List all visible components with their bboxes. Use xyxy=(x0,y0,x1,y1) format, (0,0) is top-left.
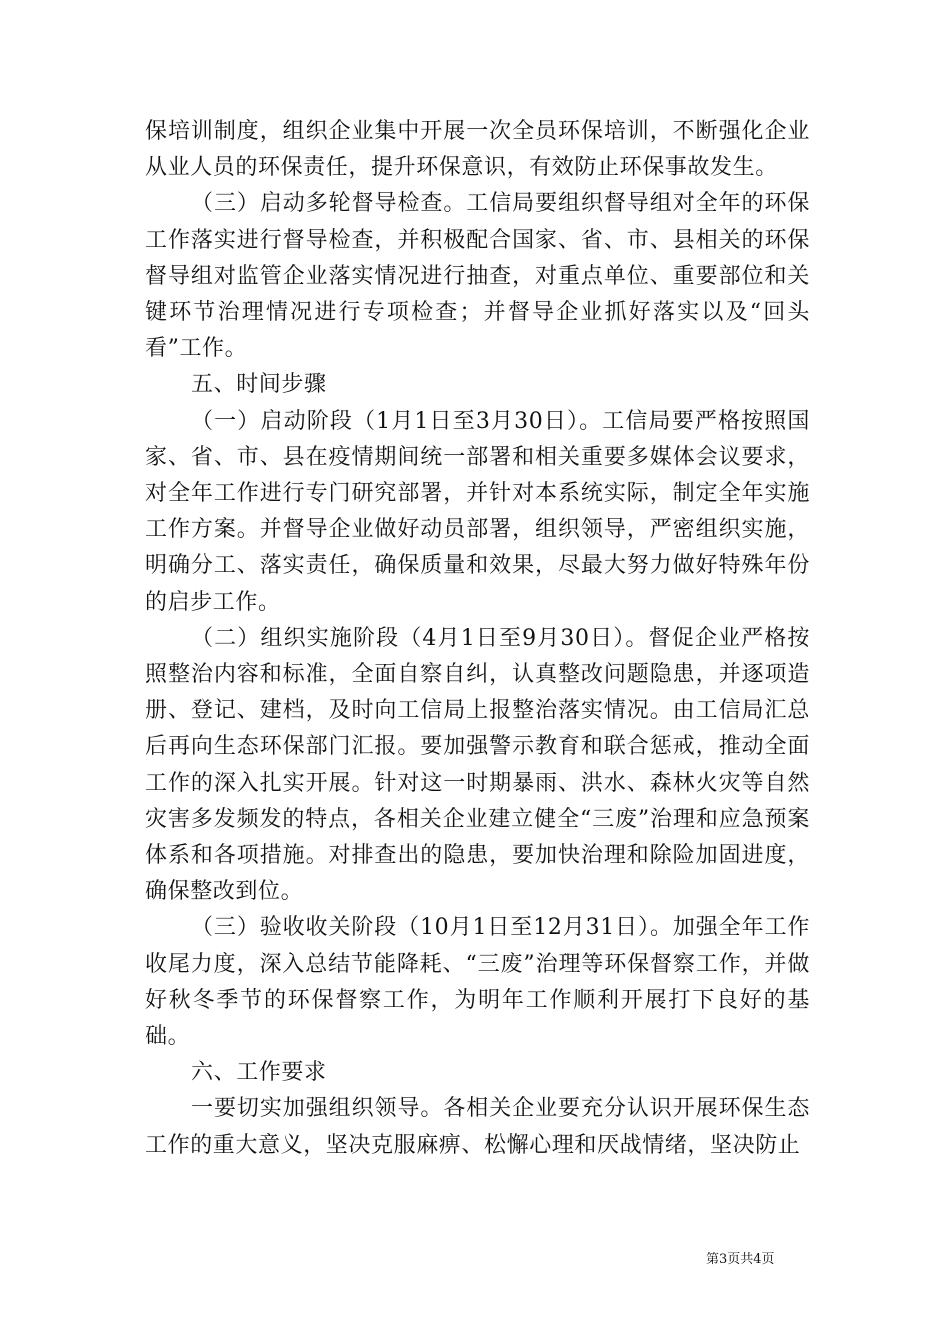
paragraph-training: 保培训制度，组织企业集中开展一次全员环保培训，不断强化企业从业人员的环保责任，提升环保意识，有效防止环保事故发生。 xyxy=(145,119,810,181)
section-heading-requirements: 六、工作要求 xyxy=(191,1060,327,1086)
page-number-footer: 第3页共4页 xyxy=(706,1252,775,1267)
section-heading-schedule: 五、时间步骤 xyxy=(191,372,327,398)
paragraph-supervision-inspection: （三）启动多轮督导检查。工信局要组织督导组对全年的环保工作落实进行督导检查，并积极配合国家、省、市、县相关的环保督导组对监管企业落实情况进行抽查，对重点单位、重要部位和关键环节治理情况进行专项检查；并督导企业抓好落实以及“回头看”工作。 xyxy=(145,191,810,362)
paragraph-leadership: 一要切实加强组织领导。各相关企业要充分认识开展环保生态工作的重大意义，坚决克服麻痹、松懈心理和厌战情绪，坚决防止 xyxy=(145,1096,810,1158)
paragraph-implementation-phase: （二）组织实施阶段（4月1日至9月30日）。督促企业严格按照整治内容和标准，全面自察自纠，认真整改问题隐患，并逐项造册、登记、建档，及时向工信局上报整治落实情况。由工信局汇总后再向生态环保部门汇报。要加强警示教育和联合惩戒，推动全面工作的深入扎实开展。针对这一时期暴雨、洪水、森林火灾等自然灾害多发频发的特点，各相关企业建立健全“三废”治理和应急预案体系和各项措施。对排查出的隐患，要加快治理和除险加固进度，确保整改到位。 xyxy=(145,625,810,905)
paragraph-acceptance-phase: （三）验收收关阶段（10月1日至12月31日）。加强全年工作收尾力度，深入总结节能降耗、“三废”治理等环保督察工作，并做好秋冬季节的环保督察工作，为明年工作顺利开展打下良好的基础。 xyxy=(145,915,810,1050)
document-body xyxy=(145,114,810,1164)
paragraph-launch-phase: （一）启动阶段（1月1日至3月30日）。工信局要严格按照国家、省、市、县在疫情期间统一部署和相关重要多媒体会议要求，对全年工作进行专门研究部署，并针对本系统实际，制定全年实施工作方案。并督导企业做好动员部署，组织领导，严密组织实施，明确分工、落实责任，确保质量和效果，尽最大努力做好特殊年份的启步工作。 xyxy=(145,408,810,615)
